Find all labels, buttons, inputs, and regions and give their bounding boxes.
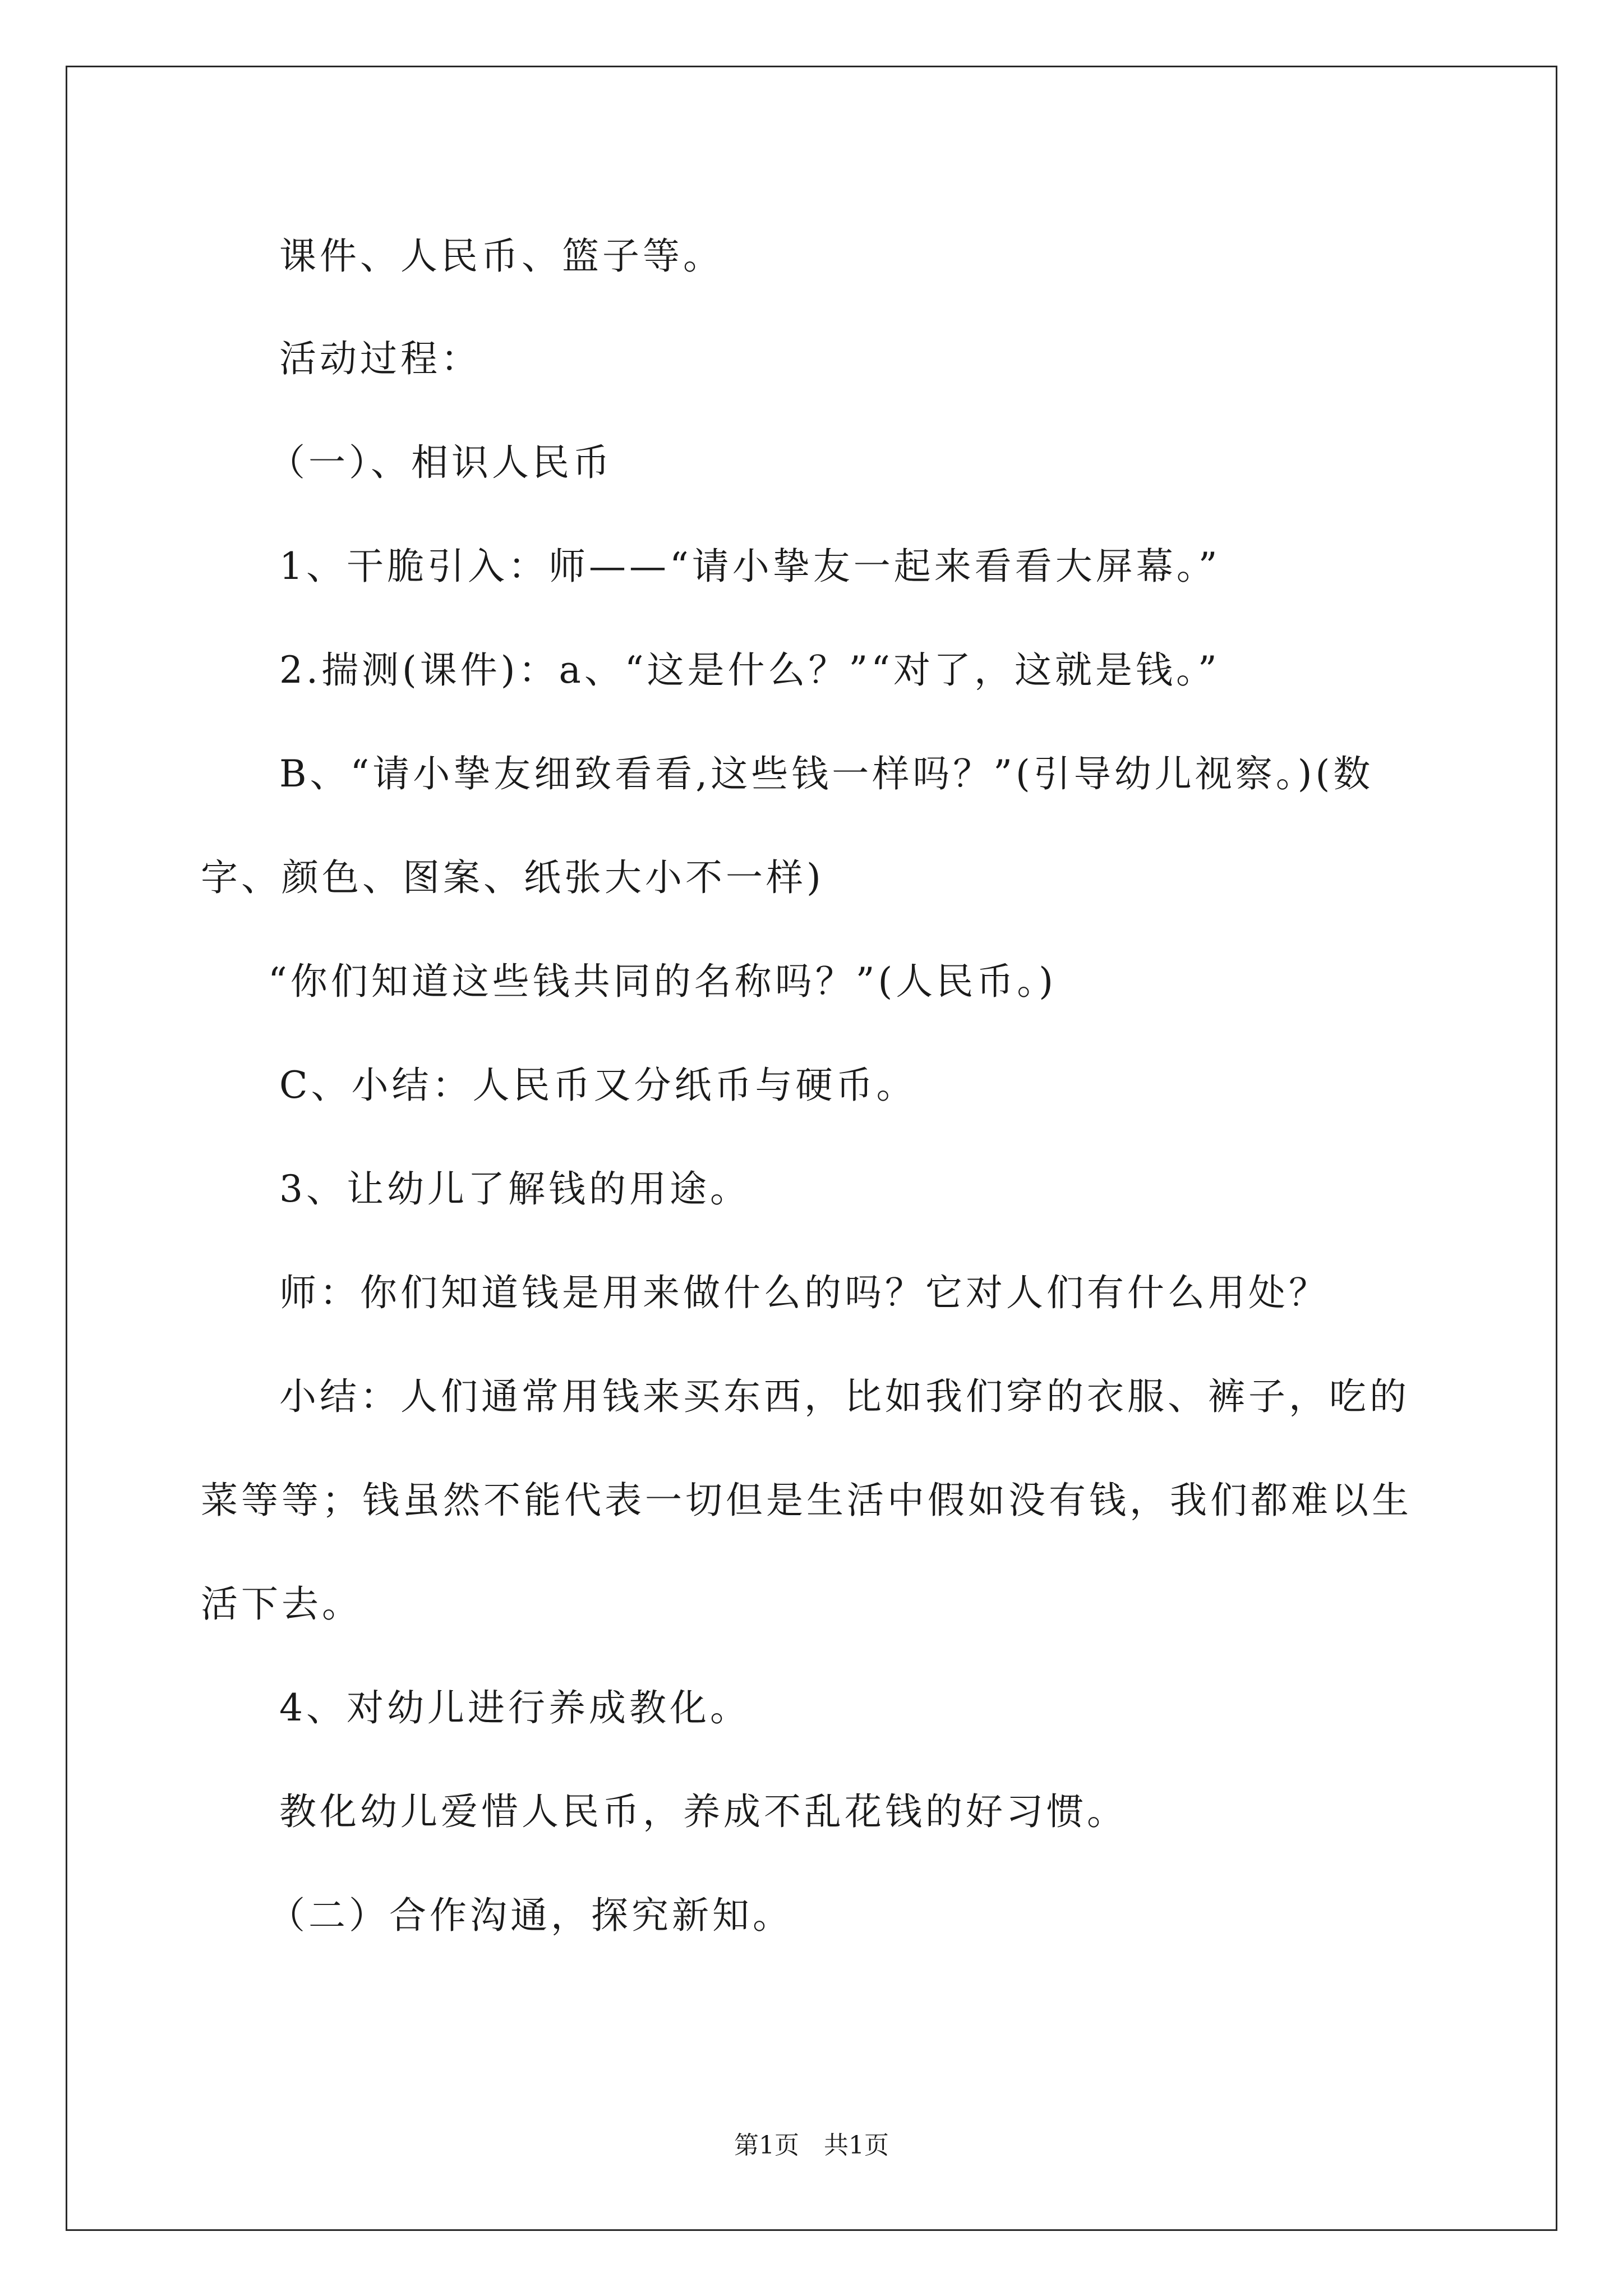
paragraph-activity-process: 活动过程： xyxy=(279,337,481,380)
paragraph-step-2: 2.揣测(课件)：a、“这是什么？”“对了，这就是钱。” xyxy=(279,648,1220,692)
paragraph-summary-usage-cont-2: 活下去。 xyxy=(201,1582,362,1626)
paragraph-teacher-question: 师：你们知道钱是用来做什么的吗？它对人们有什么用处？ xyxy=(279,1271,1329,1314)
paragraph-step-4: 4、对幼儿进行养成教化。 xyxy=(279,1686,750,1729)
paragraph-summary-usage-cont-1: 菜等等；钱虽然不能代表一切但是生活中假如没有钱，我们都难以生 xyxy=(201,1479,1412,1522)
paragraph-cherish-money: 教化幼儿爱惜人民币，养成不乱花钱的好习惯。 xyxy=(279,1790,1127,1833)
section-heading-1: （一）、相识人民币 xyxy=(268,441,613,484)
paragraph-step-2b-cont: 字、颜色、图案、纸张大小不一样) xyxy=(201,856,824,899)
page-footer: 第1页 共1页 xyxy=(734,2131,889,2160)
paragraph-step-2b: B、“请小挚友细致看看,这些钱一样吗？”(引导幼儿视察。)(数 xyxy=(279,752,1374,795)
section-heading-2: （二）合作沟通，探究新知。 xyxy=(268,1894,793,1937)
paragraph-materials: 课件、人民币、篮子等。 xyxy=(279,234,723,278)
paragraph-summary-c: C、小结：人民币又分纸币与硬币。 xyxy=(279,1064,917,1107)
paragraph-summary-usage: 小结：人们通常用钱来买东西，比如我们穿的衣服、裤子，吃的 xyxy=(279,1375,1410,1418)
paragraph-step-3: 3、让幼儿了解钱的用途。 xyxy=(279,1167,750,1211)
paragraph-common-name: “你们知道这些钱共同的名称吗？”(人民币。) xyxy=(268,960,1057,1003)
paragraph-step-1: 1、干脆引入：师——“请小挚友一起来看看大屏幕。” xyxy=(279,545,1221,588)
